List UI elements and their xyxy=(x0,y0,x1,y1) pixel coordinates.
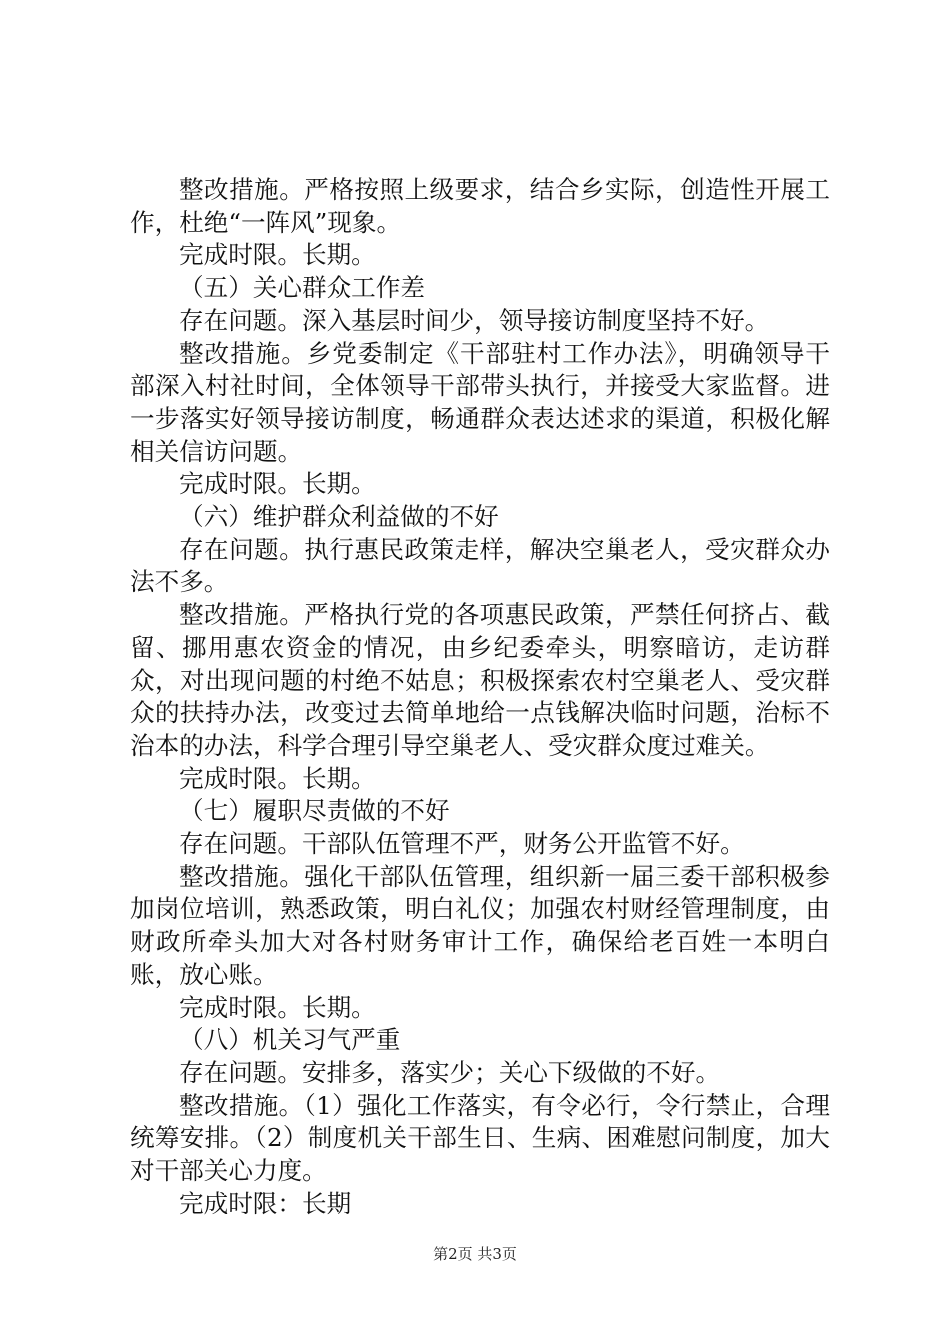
paragraph-deadline-5: 完成时限。长期。 xyxy=(179,469,376,499)
section-heading-5: （五）关心群众工作差 xyxy=(179,273,425,303)
paragraph-measures-6: 整改措施。严格执行党的各项惠民政策，严禁任何挤占、截留、挪用惠农资金的情况，由乡纪委牵头，明察暗访，走访群众，对出现问题的村绝不姑息；积极探索农村空巢老人、受灾群众的扶持办法，改变过去简单地给一点钱解决临时问题，治标不治本的办法，科学合理引导空巢老人、受灾群众度过难关。 xyxy=(130,600,830,760)
paragraph-measures-1: 整改措施。严格按照上级要求，结合乡实际，创造性开展工作，杜绝“一阵风”现象。 xyxy=(130,175,830,237)
document-body xyxy=(130,174,830,1221)
paragraph-problem-7: 存在问题。干部队伍管理不严，财务公开监管不好。 xyxy=(179,829,745,859)
paragraph-measures-8: 整改措施。（1）强化工作落实，有令必行，令行禁止，合理统筹安排。（2）制度机关干部生日、生病、困难慰问制度，加大对干部关心力度。 xyxy=(130,1090,830,1186)
paragraph-measures-5: 整改措施。乡党委制定《干部驻村工作办法》，明确领导干部深入村社时间，全体领导干部带头执行，并接受大家监督。进一步落实好领导接访制度，畅通群众表达述求的渠道，积极化解相关信访问题。 xyxy=(130,338,830,466)
paragraph-deadline-6: 完成时限。长期。 xyxy=(179,763,376,793)
page-number-footer: 第2页 共3页 xyxy=(433,1245,517,1263)
paragraph-problem-6: 存在问题。执行惠民政策走样，解决空巢老人，受灾群众办法不多。 xyxy=(130,534,830,597)
section-heading-6: （六）维护群众利益做的不好 xyxy=(179,502,499,532)
section-heading-7: （七）履职尽责做的不好 xyxy=(179,796,450,826)
paragraph-deadline-1: 完成时限。长期。 xyxy=(179,240,376,270)
paragraph-deadline-8: 完成时限：长期 xyxy=(179,1188,352,1218)
paragraph-measures-7: 整改措施。强化干部队伍管理，组织新一届三委干部积极参加岗位培训，熟悉政策，明白礼仪；加强农村财经管理制度，由财政所牵头加大对各村财务审计工作，确保给老百姓一本明白账，放心账。 xyxy=(130,861,830,989)
paragraph-problem-8: 存在问题。安排多，落实少；关心下级做的不好。 xyxy=(179,1057,721,1087)
section-heading-8: （八）机关习气严重 xyxy=(179,1025,401,1055)
paragraph-problem-5: 存在问题。深入基层时间少，领导接访制度坚持不好。 xyxy=(179,305,770,335)
paragraph-deadline-7: 完成时限。长期。 xyxy=(179,992,376,1022)
